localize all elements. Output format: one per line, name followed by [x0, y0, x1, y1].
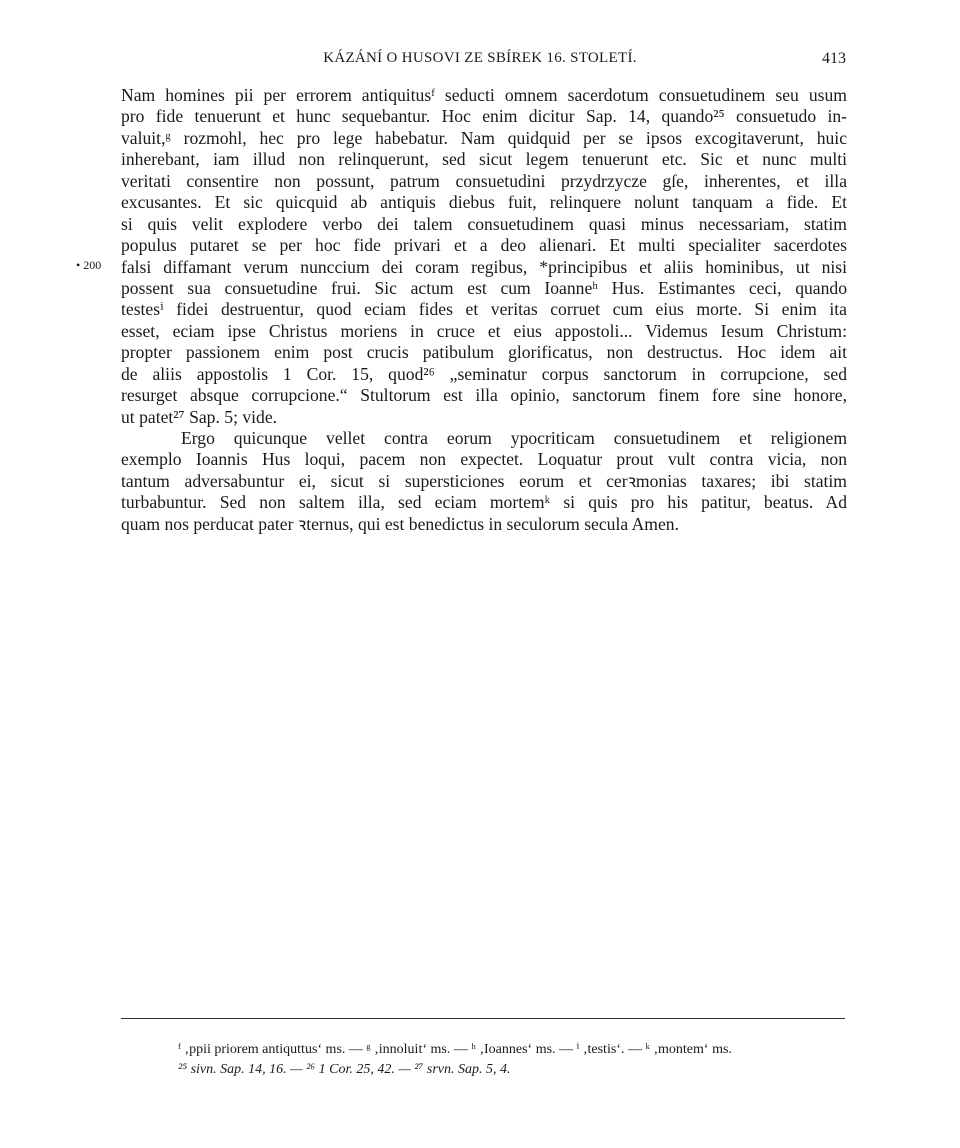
text-line: testesⁱ fidei destruentur, quod eciam fides et veritas corruet cum eius morte. Si enim ita	[121, 299, 847, 320]
running-title: KÁZÁNÍ O HUSOVI ZE SBÍREK 16. STOLETÍ.	[323, 50, 637, 66]
margin-reference: • 200	[76, 258, 102, 272]
text-line: inherebant, iam illud non relinquerunt, sed sicut legem tenuerunt etc. Sic et nunc multi	[121, 149, 847, 170]
text-line: de aliis appostolis 1 Cor. 15, quod²⁶ „seminatur corpus sanctorum in corrupcione, sed	[121, 363, 847, 384]
text-line: valuit,ᵍ rozmohl, hec pro lege habebatur. Nam quidquid per se ipsos excogitaverunt, huic	[121, 127, 847, 148]
text-line: propter passionem enim post crucis patibulum glorificatus, non destructus. Hoc idem ait	[121, 342, 847, 363]
text-line: tantum adversabuntur ei, sicut si supersticiones eorum et cerꝛmonias taxares; ibi statim	[121, 470, 847, 491]
text-line: turbabuntur. Sed non saltem illa, sed eciam mortemᵏ si quis pro his patitur, beatus. Ad	[121, 492, 847, 513]
text-line: Ergo quicunque vellet contra eorum ypocriticam consuetudinem et religionem	[181, 428, 847, 448]
text-line: Nam homines pii per errorem antiquitusᶠ seducti omnem sacerdotum consuetudinem seu usum	[121, 85, 847, 105]
main-text	[121, 85, 847, 535]
footnotes	[178, 1040, 818, 1080]
page-number: 413	[822, 50, 846, 67]
footnote-line: ²⁵ sivn. Sap. 14, 16. — ²⁶ 1 Cor. 25, 42. — ²⁷ srvn. Sap. 5, 4.	[178, 1062, 511, 1077]
text-line: quam nos perducat pater ꝛternus, qui est benedictus in seculorum secula Amen.	[121, 513, 679, 534]
text-line: excusantes. Et sic quicquid ab antiquis diebus fuit, relinquere nolunt tanquam a fide. Et	[121, 192, 847, 213]
footnote-divider	[121, 1018, 845, 1019]
text-line: resurget absque corrupcione.“ Stultorum est illa opinio, sanctorum finem fore sine honore,	[121, 385, 847, 406]
text-line: populus putaret se per hoc fide privari et a deo alienari. Et multi specialiter sacerdotes	[121, 235, 847, 256]
footnote-line: ᶠ ‚ppii priorem antiquttus‘ ms. — ᵍ ‚innoluit‘ ms. — ʰ ‚Ioannes‘ ms. — ⁱ ‚testis‘. — ᵏ ‚montem‘ ms.	[178, 1042, 732, 1057]
text-line: esset, eciam ipse Christus moriens in cruce et eius appostoli... Videmus Iesum Christum:	[121, 320, 847, 341]
text-line: ut patet²⁷ Sap. 5; vide.	[121, 406, 278, 427]
text-line: si quis velit explodere verbo dei talem consuetudinem quasi minus necessariam, statim	[121, 213, 847, 234]
page-header	[0, 50, 960, 72]
text-line: possent sua consuetudine frui. Sic actum est cum Ioanneʰ Hus. Estimantes ceci, quando	[121, 277, 847, 298]
text-line: exemplo Ioannis Hus loqui, pacem non expectet. Loquatur prout vult contra vicia, non	[121, 449, 847, 470]
text-line: pro fide tenuerunt et hunc sequebantur. Hoc enim dicitur Sap. 14, quando²⁵ consuetudo in-	[121, 106, 847, 127]
text-line: veritati consentire non possunt, patrum consuetudini przydrzycze gſe, inherentes, et illa	[121, 170, 847, 191]
text-line: falsi diffamant verum nunccium dei coram regibus, *principibus et aliis hominibus, ut nisi	[121, 256, 847, 277]
